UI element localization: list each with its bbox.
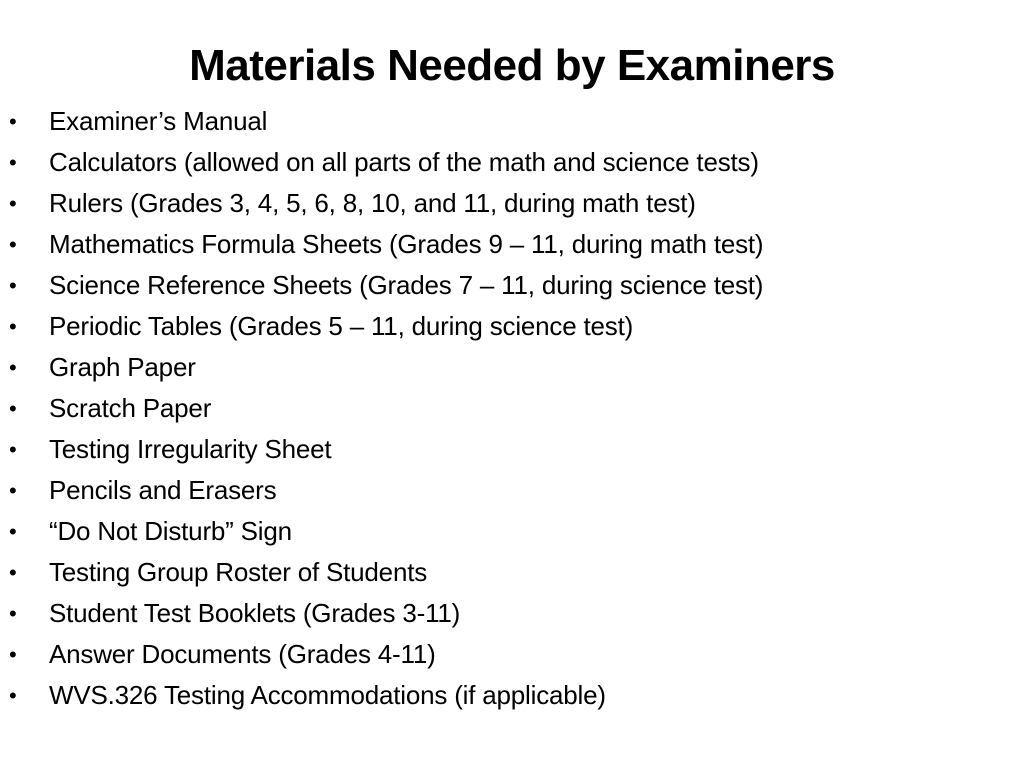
bullet-icon: • <box>9 232 17 257</box>
bullet-icon: • <box>9 642 17 667</box>
list-item-text: Periodic Tables (Grades 5 – 11, during science test) <box>49 311 634 341</box>
slide-title: Materials Needed by Examiners <box>189 41 835 90</box>
list-item <box>0 306 1000 347</box>
list-item <box>0 101 1000 142</box>
list-item-text: “Do Not Disturb” Sign <box>49 516 292 546</box>
bullet-icon: • <box>9 683 17 708</box>
bullet-icon: • <box>9 273 17 298</box>
list-item <box>0 470 1000 511</box>
list-item-text: Science Reference Sheets (Grades 7 – 11, during science test) <box>49 270 764 300</box>
list-item <box>0 429 1000 470</box>
bullet-icon: • <box>9 396 17 421</box>
materials-list <box>0 101 1000 716</box>
list-item-text: Mathematics Formula Sheets (Grades 9 – 11, during math test) <box>49 229 764 259</box>
list-item-text: Scratch Paper <box>49 393 212 423</box>
bullet-icon: • <box>9 601 17 626</box>
list-item-text: Testing Irregularity Sheet <box>49 434 332 464</box>
list-item <box>0 511 1000 552</box>
list-item-text: Calculators (allowed on all parts of the math and science tests) <box>49 147 759 177</box>
bullet-icon: • <box>9 150 17 175</box>
list-item <box>0 593 1000 634</box>
bullet-icon: • <box>9 314 17 339</box>
list-item <box>0 634 1000 675</box>
list-item-text: WVS.326 Testing Accommodations (if applicable) <box>49 680 606 710</box>
list-item <box>0 675 1000 716</box>
list-item-text: Pencils and Erasers <box>49 475 277 505</box>
list-item-text: Rulers (Grades 3, 4, 5, 6, 8, 10, and 11, during math test) <box>49 188 696 218</box>
list-item <box>0 552 1000 593</box>
bullet-icon: • <box>9 519 17 544</box>
list-item-text: Testing Group Roster of Students <box>49 557 428 587</box>
list-item <box>0 183 1000 224</box>
bullet-icon: • <box>9 437 17 462</box>
bullet-icon: • <box>9 109 17 134</box>
list-item <box>0 224 1000 265</box>
bullet-icon: • <box>9 560 17 585</box>
bullet-icon: • <box>9 355 17 380</box>
list-item-text: Graph Paper <box>49 352 196 382</box>
list-item-text: Examiner’s Manual <box>49 106 268 136</box>
list-item-text: Answer Documents (Grades 4-11) <box>49 639 436 669</box>
list-item <box>0 142 1000 183</box>
list-item <box>0 388 1000 429</box>
list-item-text: Student Test Booklets (Grades 3-11) <box>49 598 461 628</box>
bullet-icon: • <box>9 478 17 503</box>
list-item <box>0 347 1000 388</box>
bullet-icon: • <box>9 191 17 216</box>
list-item <box>0 265 1000 306</box>
